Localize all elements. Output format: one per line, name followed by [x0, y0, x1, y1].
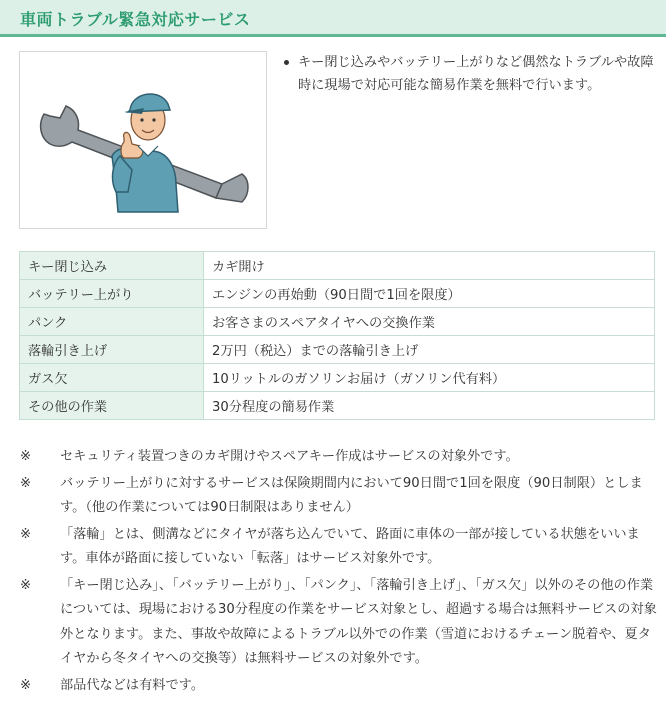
note-text: バッテリー上がりに対するサービスは保険期間内において90日間で1回を限度（90日制限）とします。（他の作業については90日制限はありません） — [60, 475, 643, 515]
service-item: その他の作業 — [20, 392, 204, 420]
note-item — [19, 674, 659, 699]
note-mark: ※ — [20, 677, 32, 693]
service-detail: エンジンの再始動（90日間で1回を限度） — [204, 280, 655, 308]
note-item — [19, 445, 659, 470]
table-row — [20, 364, 655, 392]
note-mark: ※ — [20, 449, 32, 464]
service-table — [19, 251, 655, 420]
section-title: 車両トラブル緊急対応サービス — [20, 10, 251, 29]
service-detail: 2万円（税込）までの落輪引き上げ — [204, 336, 655, 364]
note-item — [19, 523, 659, 572]
mechanic-wrench-icon — [20, 52, 266, 228]
service-detail: 10リットルのガソリンお届け（ガソリン代有料） — [204, 364, 655, 392]
service-item: パンク — [20, 308, 204, 336]
service-detail: カギ開け — [204, 252, 655, 280]
note-mark: ※ — [20, 475, 32, 491]
note-mark: ※ — [20, 526, 32, 542]
table-row — [20, 392, 655, 420]
note-text: 部品代などは有料です。 — [60, 677, 205, 693]
note-item — [19, 574, 659, 672]
service-detail: お客さまのスペアタイヤへの交換作業 — [204, 308, 655, 336]
intro-bullet: キー閉じ込みやバッテリー上がりなど偶然なトラブルや故障時に現場で対応可能な簡易作業を無料で行います。 — [282, 51, 654, 97]
table-row — [20, 252, 655, 280]
table-row — [20, 280, 655, 308]
notes-list — [19, 445, 659, 700]
note-item — [19, 472, 659, 521]
note-text: 「キー閉じ込み」、「バッテリー上がり」、「パンク」、「落輪引き上げ」、「ガス欠」以外のその他の作業については、現場における30分程度の作業をサービス対象とし、超過する場合は無料サービスの対象外となります。また、事故や故障によるトラブル以外での作業（雪道におけるチェーン脱着や、夏タイヤから冬タイヤへの交換等）は無料サービスの対象外です。 — [60, 577, 657, 666]
note-mark: ※ — [20, 577, 32, 593]
table-row — [20, 336, 655, 364]
service-item: キー閉じ込み — [20, 252, 204, 280]
service-item: ガス欠 — [20, 364, 204, 392]
service-item: バッテリー上がり — [20, 280, 204, 308]
service-item: 落輪引き上げ — [20, 336, 204, 364]
note-text: 「落輪」とは、側溝などにタイヤが落ち込んでいて、路面に車体の一部が接している状態をいいます。車体が路面に接していない「転落」はサービス対象外です。 — [60, 526, 640, 566]
table-row — [20, 308, 655, 336]
note-text: セキュリティ装置つきのカギ開けやスペアキー作成はサービスの対象外です。 — [60, 449, 519, 464]
section-header — [0, 0, 666, 37]
service-detail: 30分程度の簡易作業 — [204, 392, 655, 420]
mechanic-illustration — [19, 51, 267, 229]
intro-list — [282, 51, 654, 97]
